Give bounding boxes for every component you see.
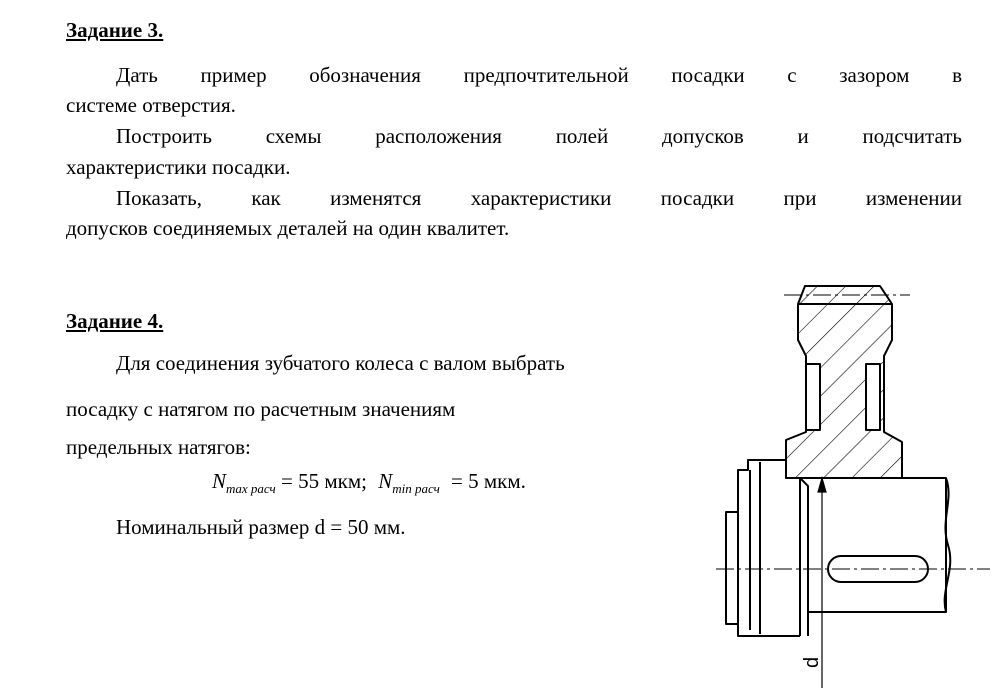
task3-para2-line2: характеристики посадки.	[66, 155, 291, 179]
task4-line1: Для соединения зубчатого колеса с валом выбрать	[116, 351, 565, 375]
task3-para1-line1: Дать пример обозначения предпочтительной посадки с зазором в	[116, 63, 962, 87]
task4-line2: посадку с натягом по расчетным значениям	[66, 397, 456, 421]
interference-formula	[212, 466, 526, 504]
nominal-size: Номинальный размер d = 50 мм.	[116, 515, 406, 539]
hub-groove-left	[806, 364, 820, 430]
task3-para3-line1: Показать, как изменятся характеристики посадки при изменении	[116, 186, 962, 210]
gear-tooth-section	[786, 286, 902, 478]
nmin-symbol: N	[378, 469, 393, 493]
task4-heading: Задание 4.	[66, 309, 164, 333]
nmax-symbol: N	[212, 469, 227, 493]
task3-para2-line1: Построить схемы расположения полей допусков и подсчитать	[116, 124, 962, 148]
nmin-value: = 5 мкм.	[445, 469, 526, 493]
shaft-body	[808, 478, 946, 612]
nmax-value: = 55 мкм;	[275, 469, 367, 493]
gear-shaft-drawing	[715, 270, 1000, 696]
hub-groove-right	[866, 364, 880, 430]
task3-para3-line2: допусков соединяемых деталей на один квалитет.	[66, 216, 510, 240]
dimension-label-d: d	[801, 656, 823, 668]
nmin-subscript: min расч	[392, 481, 440, 497]
nmax-subscript: max расч	[226, 481, 276, 497]
dimension-arrow	[818, 478, 826, 492]
task4-line3: предельных натягов:	[66, 435, 251, 459]
task3-para1-line2: системе отверстия.	[66, 93, 236, 117]
task3-heading: Задание 3.	[66, 18, 164, 42]
